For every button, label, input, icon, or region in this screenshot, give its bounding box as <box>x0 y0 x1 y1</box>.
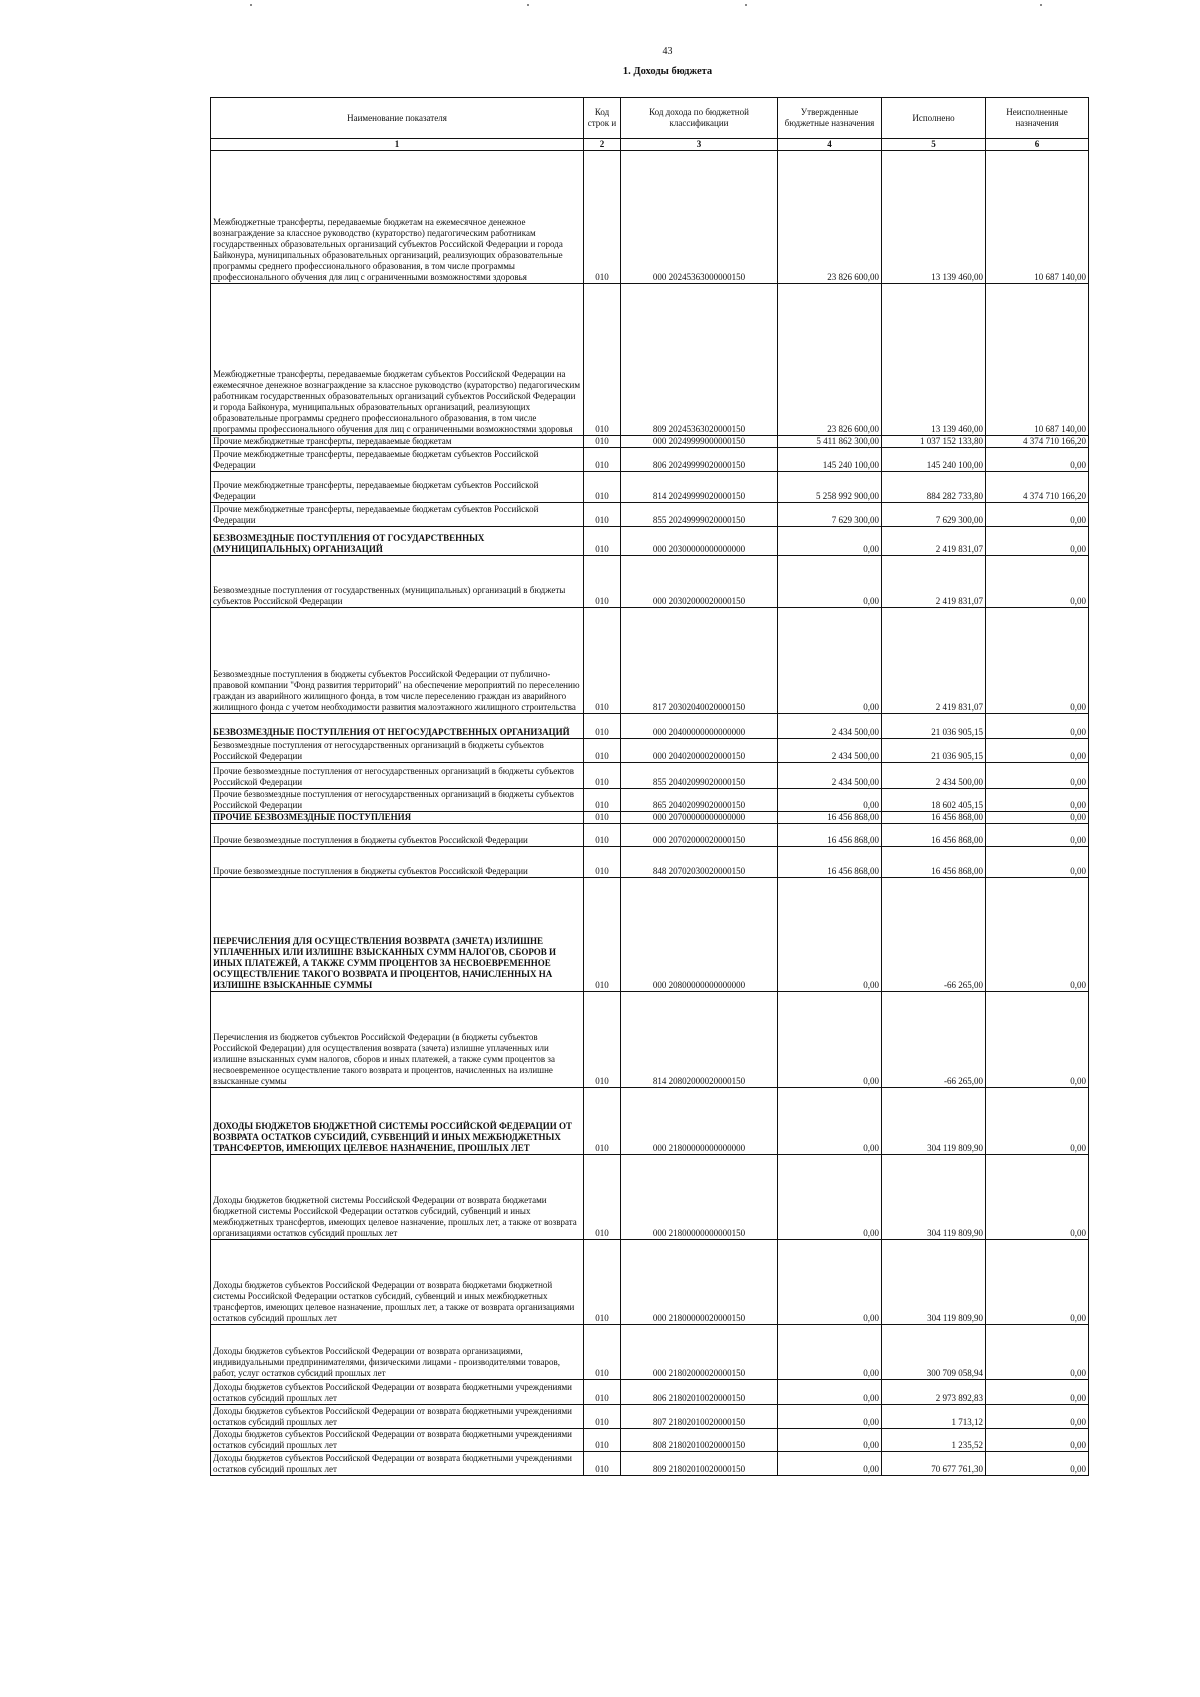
cell-name: Прочие межбюджетные трансферты, передаваемые бюджетам субъектов Российской Федерации <box>211 503 584 527</box>
cell-executed: 16 456 868,00 <box>882 812 986 824</box>
cell-executed: 18 602 405,15 <box>882 789 986 812</box>
table-row <box>211 472 1089 503</box>
header-kbk: Код дохода по бюджетной классификации <box>621 98 778 139</box>
cell-kbk: 814 20249999020000150 <box>621 472 778 503</box>
cell-code: 010 <box>584 448 621 472</box>
cell-executed: 13 139 460,00 <box>882 151 986 284</box>
cell-approved: 7 629 300,00 <box>778 503 882 527</box>
cell-executed: 2 419 831,07 <box>882 527 986 556</box>
cell-unexecuted: 0,00 <box>986 789 1089 812</box>
cell-name: Доходы бюджетов субъектов Российской Федерации от возврата бюджетными учреждениями остатков субсидий прошлых лет <box>211 1429 584 1452</box>
cell-executed: 1 235,52 <box>882 1429 986 1452</box>
cell-executed: 16 456 868,00 <box>882 847 986 878</box>
table-row <box>211 556 1089 608</box>
cell-kbk: 855 20402099020000150 <box>621 763 778 789</box>
cell-kbk: 814 20802000020000150 <box>621 992 778 1088</box>
cell-name: Доходы бюджетов субъектов Российской Федерации от возврата бюджетными учреждениями остатков субсидий прошлых лет <box>211 1405 584 1429</box>
cell-kbk: 806 20249999020000150 <box>621 448 778 472</box>
cell-code: 010 <box>584 789 621 812</box>
cell-executed: 7 629 300,00 <box>882 503 986 527</box>
cell-code: 010 <box>584 1380 621 1405</box>
cell-executed: 884 282 733,80 <box>882 472 986 503</box>
header-row <box>211 98 1089 139</box>
cell-kbk: 000 21800000020000150 <box>621 1240 778 1325</box>
cell-code: 010 <box>584 151 621 284</box>
table-row <box>211 284 1089 436</box>
cell-unexecuted: 0,00 <box>986 1429 1089 1452</box>
cell-approved: 2 434 500,00 <box>778 763 882 789</box>
cell-code: 010 <box>584 1088 621 1155</box>
cell-name: БЕЗВОЗМЕЗДНЫЕ ПОСТУПЛЕНИЯ ОТ ГОСУДАРСТВЕННЫХ (МУНИЦИПАЛЬНЫХ) ОРГАНИЗАЦИЙ <box>211 527 584 556</box>
header-name: Наименование показателя <box>211 98 584 139</box>
header-unexecuted: Неисполненные назначения <box>986 98 1089 139</box>
table-row <box>211 878 1089 992</box>
cell-approved: 0,00 <box>778 1325 882 1380</box>
cell-unexecuted: 0,00 <box>986 1452 1089 1476</box>
cell-kbk: 808 21802010020000150 <box>621 1429 778 1452</box>
cell-name: Прочие межбюджетные трансферты, передаваемые бюджетам субъектов Российской Федерации <box>211 448 584 472</box>
table-row <box>211 1155 1089 1240</box>
cell-kbk: 807 21802010020000150 <box>621 1405 778 1429</box>
table-row <box>211 1088 1089 1155</box>
cell-code: 010 <box>584 1155 621 1240</box>
cell-approved: 0,00 <box>778 1088 882 1155</box>
cell-code: 010 <box>584 284 621 436</box>
cell-name: Безвозмездные поступления в бюджеты субъектов Российской Федерации от публично-правовой компании "Фонд развития территорий" на обеспечение мероприятий по переселению граждан из аварийного жилищного фонда, в том числе переселению граждан из аварийного жилищного фонда с учетом необходимости развития малоэтажного жилищного строительства <box>211 608 584 714</box>
cell-code: 010 <box>584 1240 621 1325</box>
cell-kbk: 806 21802010020000150 <box>621 1380 778 1405</box>
cell-code: 010 <box>584 824 621 847</box>
cell-executed: 16 456 868,00 <box>882 824 986 847</box>
cell-kbk: 000 21800000000000150 <box>621 1155 778 1240</box>
page-number: 43 <box>662 46 673 57</box>
table-row <box>211 1452 1089 1476</box>
cell-name: Прочие безвозмездные поступления в бюджеты субъектов Российской Федерации <box>211 847 584 878</box>
table-row <box>211 1405 1089 1429</box>
cell-approved: 2 434 500,00 <box>778 739 882 763</box>
cell-name: Доходы бюджетов субъектов Российской Федерации от возврата бюджетными учреждениями остатков субсидий прошлых лет <box>211 1380 584 1405</box>
cell-kbk: 855 20249999020000150 <box>621 503 778 527</box>
table-row <box>211 812 1089 824</box>
cell-approved: 0,00 <box>778 1405 882 1429</box>
cell-unexecuted: 4 374 710 166,20 <box>986 436 1089 448</box>
income-table <box>210 97 1089 1476</box>
cell-kbk: 000 20400000000000000 <box>621 714 778 739</box>
cell-kbk: 000 20800000000000000 <box>621 878 778 992</box>
cell-unexecuted: 0,00 <box>986 1088 1089 1155</box>
cell-code: 010 <box>584 847 621 878</box>
cell-code: 010 <box>584 608 621 714</box>
cell-name: Доходы бюджетов субъектов Российской Федерации от возврата бюджетами бюджетной системы Российской Федерации остатков субсидий, субвенций и иных межбюджетных трансфертов, имеющих целевое назначение, прошлых лет, а также от возврата организациями остатков субсидий прошлых лет <box>211 1240 584 1325</box>
cell-kbk: 000 20702000020000150 <box>621 824 778 847</box>
cell-name: Перечисления из бюджетов субъектов Российской Федерации (в бюджеты субъектов Российской Федерации) для осуществления возврата (зачета) излишне уплаченных или излишне взысканных сумм налогов, сборов и иных платежей, а также сумм процентов за несвоевременное осуществление такого возврата и процентов, начисленных на излишне взысканные суммы <box>211 992 584 1088</box>
cell-name: Доходы бюджетов субъектов Российской Федерации от возврата организациями, индивидуальными предпринимателями, физическими лицами - производителями товаров, работ, услуг остатков субсидий прошлых лет <box>211 1325 584 1380</box>
cell-approved: 0,00 <box>778 556 882 608</box>
cell-kbk: 000 20402000020000150 <box>621 739 778 763</box>
cell-approved: 23 826 600,00 <box>778 151 882 284</box>
cell-executed: 2 419 831,07 <box>882 556 986 608</box>
cell-unexecuted: 0,00 <box>986 824 1089 847</box>
cell-name: Прочие межбюджетные трансферты, передаваемые бюджетам субъектов Российской Федерации <box>211 472 584 503</box>
cell-name: Прочие безвозмездные поступления от негосударственных организаций в бюджеты субъектов Российской Федерации <box>211 789 584 812</box>
cell-unexecuted: 0,00 <box>986 739 1089 763</box>
table-row <box>211 992 1089 1088</box>
header-executed: Исполнено <box>882 98 986 139</box>
cell-executed: 300 709 058,94 <box>882 1325 986 1380</box>
cell-executed: 21 036 905,15 <box>882 714 986 739</box>
cell-approved: 23 826 600,00 <box>778 284 882 436</box>
header-approved: Утвержденные бюджетные назначения <box>778 98 882 139</box>
cell-approved: 2 434 500,00 <box>778 714 882 739</box>
column-number: 4 <box>778 139 882 151</box>
cell-approved: 0,00 <box>778 789 882 812</box>
cell-approved: 0,00 <box>778 1380 882 1405</box>
column-number: 1 <box>211 139 584 151</box>
cell-name: Прочие безвозмездные поступления в бюджеты субъектов Российской Федерации <box>211 824 584 847</box>
column-number: 5 <box>882 139 986 151</box>
cell-kbk: 000 20300000000000000 <box>621 527 778 556</box>
cell-unexecuted: 0,00 <box>986 763 1089 789</box>
cell-kbk: 000 20245363000000150 <box>621 151 778 284</box>
cell-unexecuted: 10 687 140,00 <box>986 151 1089 284</box>
cell-executed: -66 265,00 <box>882 878 986 992</box>
cell-kbk: 809 21802010020000150 <box>621 1452 778 1476</box>
table-row <box>211 789 1089 812</box>
cell-unexecuted: 0,00 <box>986 1380 1089 1405</box>
cell-unexecuted: 0,00 <box>986 847 1089 878</box>
cell-code: 010 <box>584 763 621 789</box>
cell-code: 010 <box>584 1429 621 1452</box>
cell-name: Межбюджетные трансферты, передаваемые бюджетам субъектов Российской Федерации на ежемесячное денежное вознаграждение за классное руководство (кураторство) педагогическим работникам государственных образовательных организаций субъектов Российской Федерации и города Байконура, муниципальных образовательных организаций, реализующих образовательные программы среднего профессионального образования, в том числе программы профессионального обучения для лиц с ограниченными возможностями здоровья <box>211 284 584 436</box>
cell-unexecuted: 0,00 <box>986 878 1089 992</box>
table-row <box>211 448 1089 472</box>
column-number-row <box>211 139 1089 151</box>
cell-name: Безвозмездные поступления от негосударственных организаций в бюджеты субъектов Российской Федерации <box>211 739 584 763</box>
cell-code: 010 <box>584 1405 621 1429</box>
cell-unexecuted: 0,00 <box>986 556 1089 608</box>
cell-unexecuted: 0,00 <box>986 448 1089 472</box>
cell-unexecuted: 0,00 <box>986 608 1089 714</box>
cell-code: 010 <box>584 878 621 992</box>
column-number: 6 <box>986 139 1089 151</box>
cell-name: Безвозмездные поступления от государственных (муниципальных) организаций в бюджеты субъектов Российской Федерации <box>211 556 584 608</box>
cell-code: 010 <box>584 472 621 503</box>
cell-code: 010 <box>584 556 621 608</box>
cell-name: Доходы бюджетов бюджетной системы Российской Федерации от возврата бюджетами бюджетной системы Российской Федерации остатков субсидий, субвенций и иных межбюджетных трансфертов, имеющих целевое назначение, прошлых лет, а также от возврата организациями остатков субсидий прошлых лет <box>211 1155 584 1240</box>
cell-approved: 5 258 992 900,00 <box>778 472 882 503</box>
table-row <box>211 714 1089 739</box>
cell-approved: 0,00 <box>778 878 882 992</box>
cell-unexecuted: 0,00 <box>986 1405 1089 1429</box>
cell-name: ДОХОДЫ БЮДЖЕТОВ БЮДЖЕТНОЙ СИСТЕМЫ РОССИЙСКОЙ ФЕДЕРАЦИИ ОТ ВОЗВРАТА ОСТАТКОВ СУБСИДИЙ, СУБВЕНЦИЙ И ИНЫХ МЕЖБЮДЖЕТНЫХ ТРАНСФЕРТОВ, ИМЕЮЩИХ ЦЕЛЕВОЕ НАЗНАЧЕНИЕ, ПРОШЛЫХ ЛЕТ <box>211 1088 584 1155</box>
cell-kbk: 000 20302000020000150 <box>621 556 778 608</box>
cell-name: Прочие безвозмездные поступления от негосударственных организаций в бюджеты субъектов Российской Федерации <box>211 763 584 789</box>
cell-unexecuted: 10 687 140,00 <box>986 284 1089 436</box>
table-row <box>211 436 1089 448</box>
table-row <box>211 151 1089 284</box>
cell-executed: 2 419 831,07 <box>882 608 986 714</box>
cell-kbk: 817 20302040020000150 <box>621 608 778 714</box>
cell-executed: 304 119 809,90 <box>882 1155 986 1240</box>
cell-code: 010 <box>584 739 621 763</box>
cell-code: 010 <box>584 503 621 527</box>
cell-approved: 16 456 868,00 <box>778 824 882 847</box>
cell-approved: 145 240 100,00 <box>778 448 882 472</box>
cell-unexecuted: 0,00 <box>986 714 1089 739</box>
column-number: 2 <box>584 139 621 151</box>
cell-code: 010 <box>584 992 621 1088</box>
cell-code: 010 <box>584 436 621 448</box>
cell-kbk: 000 21802000020000150 <box>621 1325 778 1380</box>
cell-executed: 21 036 905,15 <box>882 739 986 763</box>
cell-executed: -66 265,00 <box>882 992 986 1088</box>
table-row <box>211 824 1089 847</box>
table-row <box>211 1240 1089 1325</box>
cell-unexecuted: 0,00 <box>986 992 1089 1088</box>
cell-executed: 145 240 100,00 <box>882 448 986 472</box>
cell-approved: 0,00 <box>778 992 882 1088</box>
cell-name: БЕЗВОЗМЕЗДНЫЕ ПОСТУПЛЕНИЯ ОТ НЕГОСУДАРСТВЕННЫХ ОРГАНИЗАЦИЙ <box>211 714 584 739</box>
cell-approved: 16 456 868,00 <box>778 847 882 878</box>
cell-approved: 0,00 <box>778 527 882 556</box>
cell-code: 010 <box>584 1452 621 1476</box>
column-number: 3 <box>621 139 778 151</box>
cell-code: 010 <box>584 527 621 556</box>
cell-code: 010 <box>584 714 621 739</box>
cell-unexecuted: 4 374 710 166,20 <box>986 472 1089 503</box>
cell-unexecuted: 0,00 <box>986 503 1089 527</box>
cell-unexecuted: 0,00 <box>986 1325 1089 1380</box>
cell-kbk: 000 21800000000000000 <box>621 1088 778 1155</box>
cell-unexecuted: 0,00 <box>986 812 1089 824</box>
table-row <box>211 608 1089 714</box>
table-row <box>211 1325 1089 1380</box>
table-row <box>211 527 1089 556</box>
cell-executed: 1 037 152 133,80 <box>882 436 986 448</box>
header-code: Код строк и <box>584 98 621 139</box>
cell-approved: 0,00 <box>778 608 882 714</box>
cell-kbk: 848 20702030020000150 <box>621 847 778 878</box>
cell-approved: 0,00 <box>778 1240 882 1325</box>
cell-unexecuted: 0,00 <box>986 527 1089 556</box>
cell-executed: 2 434 500,00 <box>882 763 986 789</box>
cell-name: ПЕРЕЧИСЛЕНИЯ ДЛЯ ОСУЩЕСТВЛЕНИЯ ВОЗВРАТА (ЗАЧЕТА) ИЗЛИШНЕ УПЛАЧЕННЫХ ИЛИ ИЗЛИШНЕ ВЗЫСКАННЫХ СУММ НАЛОГОВ, СБОРОВ И ИНЫХ ПЛАТЕЖЕЙ, А ТАКЖЕ СУММ ПРОЦЕНТОВ ЗА НЕСВОЕВРЕМЕННОЕ ОСУЩЕСТВЛЕНИЕ ТАКОГО ВОЗВРАТА И ПРОЦЕНТОВ, НАЧИСЛЕННЫХ НА ИЗЛИШНЕ ВЗЫСКАННЫЕ СУММЫ <box>211 878 584 992</box>
cell-name: Прочие межбюджетные трансферты, передаваемые бюджетам <box>211 436 584 448</box>
section-title: 1. Доходы бюджета <box>622 66 713 77</box>
cell-approved: 0,00 <box>778 1155 882 1240</box>
cell-code: 010 <box>584 812 621 824</box>
table-row <box>211 763 1089 789</box>
cell-executed: 304 119 809,90 <box>882 1088 986 1155</box>
cell-unexecuted: 0,00 <box>986 1155 1089 1240</box>
cell-executed: 13 139 460,00 <box>882 284 986 436</box>
cell-executed: 70 677 761,30 <box>882 1452 986 1476</box>
cell-kbk: 000 20700000000000000 <box>621 812 778 824</box>
cell-approved: 0,00 <box>778 1429 882 1452</box>
cell-code: 010 <box>584 1325 621 1380</box>
cell-kbk: 865 20402099020000150 <box>621 789 778 812</box>
cell-name: Межбюджетные трансферты, передаваемые бюджетам на ежемесячное денежное вознаграждение за классное руководство (кураторство) педагогическим работникам государственных образовательных организаций субъектов Российской Федерации и города Байконура, муниципальных образовательных организаций, реализующих образовательные программы среднего профессионального образования, в том числе программы профессионального обучения для лиц с ограниченными возможностями здоровья <box>211 151 584 284</box>
table-row <box>211 739 1089 763</box>
cell-approved: 5 411 862 300,00 <box>778 436 882 448</box>
table-row <box>211 503 1089 527</box>
cell-name: ПРОЧИЕ БЕЗВОЗМЕЗДНЫЕ ПОСТУПЛЕНИЯ <box>211 812 584 824</box>
cell-kbk: 809 20245363020000150 <box>621 284 778 436</box>
table-row <box>211 1380 1089 1405</box>
cell-approved: 0,00 <box>778 1452 882 1476</box>
cell-executed: 1 713,12 <box>882 1405 986 1429</box>
table-row <box>211 847 1089 878</box>
cell-name: Доходы бюджетов субъектов Российской Федерации от возврата бюджетными учреждениями остатков субсидий прошлых лет <box>211 1452 584 1476</box>
cell-executed: 304 119 809,90 <box>882 1240 986 1325</box>
cell-approved: 16 456 868,00 <box>778 812 882 824</box>
table-row <box>211 1429 1089 1452</box>
cell-unexecuted: 0,00 <box>986 1240 1089 1325</box>
cell-kbk: 000 20249999000000150 <box>621 436 778 448</box>
cell-executed: 2 973 892,83 <box>882 1380 986 1405</box>
